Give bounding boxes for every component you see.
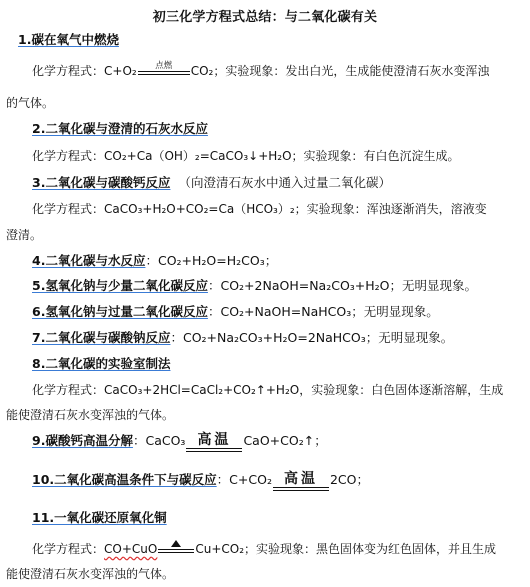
equation-left: CO+CuO <box>104 542 158 556</box>
observation-text: ；无明显现象。 <box>389 278 478 293</box>
equation-line-2 <box>32 148 460 164</box>
equation: CO₂+2NaOH=Na₂CO₃+H₂O <box>220 278 390 293</box>
reaction-condition <box>186 432 242 456</box>
heading-text: 1.碳在氧气中燃烧 <box>18 32 119 47</box>
equation-line-8 <box>32 382 503 398</box>
observation-continuation-3: 澄清。 <box>6 228 43 242</box>
equation-left: C+O₂ <box>104 64 137 78</box>
double-bar-arrow <box>186 448 242 452</box>
observation-text: ；无明显现象。 <box>365 330 454 345</box>
observation-text: ；实验现象：有白色沉淀生成。 <box>291 149 460 163</box>
equation: CaCO₃+H₂O+CO₂=Ca（HCO₃）₂ <box>104 202 295 216</box>
equation-line-3 <box>32 201 487 217</box>
page-title: 初三化学方程式总结：与二氧化碳有关 <box>152 10 378 25</box>
equation: CO₂+Na₂CO₃+H₂O=2NaHCO₃ <box>182 330 366 345</box>
heading-note: （向澄清石灰水中通入过量二氧化碳） <box>178 175 391 190</box>
section-heading-8 <box>32 356 170 372</box>
heading-text: 4.二氧化碳与水反应 <box>32 253 146 268</box>
equation-label: 化学方程式： <box>32 383 105 397</box>
equation-label: 化学方程式： <box>32 149 105 163</box>
equation-right: Cu+CO₂ <box>195 542 245 556</box>
observation-continuation-1: 的气体。 <box>6 96 55 110</box>
observation-continuation-11: 能使澄清石灰水变浑浊的气体。 <box>6 567 175 581</box>
heading-text: 5.氢氧化钠与少量二氧化碳反应 <box>32 278 208 293</box>
section-heading-4: 4.二氧化碳与水反应：CO₂+H₂O=H₂CO₃； <box>32 253 278 268</box>
section-heading-7: 7.二氧化碳与碳酸钠反应：CO₂+Na₂CO₃+H₂O=2NaHCO₃；无明显现象。 <box>32 330 454 345</box>
condition-text: 点燃 <box>155 61 173 71</box>
equation-label: 化学方程式： <box>32 202 105 216</box>
heat-triangle <box>158 540 194 549</box>
double-bar-arrow <box>138 71 190 75</box>
section-heading-5: 5.氢氧化钠与少量二氧化碳反应：CO₂+2NaOH=Na₂CO₃+H₂O；无明显现象。 <box>32 278 478 293</box>
equation-label: 化学方程式： <box>32 542 105 556</box>
observation-text: ；实验现象：发出白光，生成能使澄清石灰水变浑浊 <box>213 64 490 78</box>
section-heading-3 <box>32 175 391 191</box>
equation: CO₂+H₂O=H₂CO₃； <box>157 253 278 268</box>
section-heading-6: 6.氢氧化钠与过量二氧化碳反应：CO₂+NaOH=NaHCO₃；无明显现象。 <box>32 304 439 319</box>
observation-text: ；无明显现象。 <box>351 304 439 319</box>
heat-triangle-icon <box>171 540 181 547</box>
section-heading-10: 10.二氧化碳高温条件下与碳反应：C+CO₂ 高温 2CO； <box>32 465 369 495</box>
observation-text: ；实验现象：黑色固体变为红色固体，并且生成 <box>244 542 497 556</box>
observation-text: ，实验现象：白色固体逐渐溶解，生成 <box>299 383 504 397</box>
section-heading-9: 9.碳酸钙高温分解：CaCO₃ 高温 CaO+CO₂↑； <box>32 426 327 456</box>
section-heading-1 <box>18 32 119 48</box>
heading-text: 3.二氧化碳与碳酸钙反应 <box>32 175 171 190</box>
condition-text: 高温 <box>283 471 318 487</box>
reaction-condition <box>138 62 190 79</box>
heading-text: 7.二氧化碳与碳酸钠反应 <box>32 330 171 345</box>
equation-left: CaCO₃ <box>145 433 186 448</box>
equation: CO₂+NaOH=NaHCO₃ <box>220 304 352 319</box>
equation-label: 化学方程式： <box>32 64 105 78</box>
equation: CO₂+Ca（OH）₂=CaCO₃↓+H₂O <box>104 149 292 163</box>
observation-continuation-8: 能使澄清石灰水变浑浊的气体。 <box>6 408 175 422</box>
condition-text: 高温 <box>197 432 232 448</box>
equation: CaCO₃+2HCl=CaCl₂+CO₂↑+H₂O <box>104 383 300 397</box>
heading-text: 2.二氧化碳与澄清的石灰水反应 <box>32 121 208 136</box>
equation-line-11 <box>32 540 496 557</box>
equation-right: CO₂ <box>190 64 214 78</box>
double-bar-arrow <box>158 549 194 553</box>
equation-right: 2CO； <box>329 472 369 487</box>
heading-text: 8.二氧化碳的实验室制法 <box>32 356 171 371</box>
equation-right: CaO+CO₂↑； <box>243 433 327 448</box>
heading-text: 6.氢氧化钠与过量二氧化碳反应 <box>32 304 208 319</box>
equation-line-1 <box>32 62 489 79</box>
section-heading-2 <box>32 121 208 137</box>
double-bar-arrow <box>273 487 329 491</box>
heading-text: 10.二氧化碳高温条件下与碳反应 <box>32 472 217 487</box>
reaction-condition <box>273 471 329 495</box>
equation-left: C+CO₂ <box>229 472 272 487</box>
observation-text: ；实验现象：浑浊逐渐消失，溶液变 <box>294 202 487 216</box>
heading-text: 11.一氧化碳还原氧化铜 <box>32 510 167 525</box>
section-heading-11 <box>32 510 167 526</box>
heading-text: 9.碳酸钙高温分解 <box>32 433 133 448</box>
reaction-condition <box>158 540 194 557</box>
